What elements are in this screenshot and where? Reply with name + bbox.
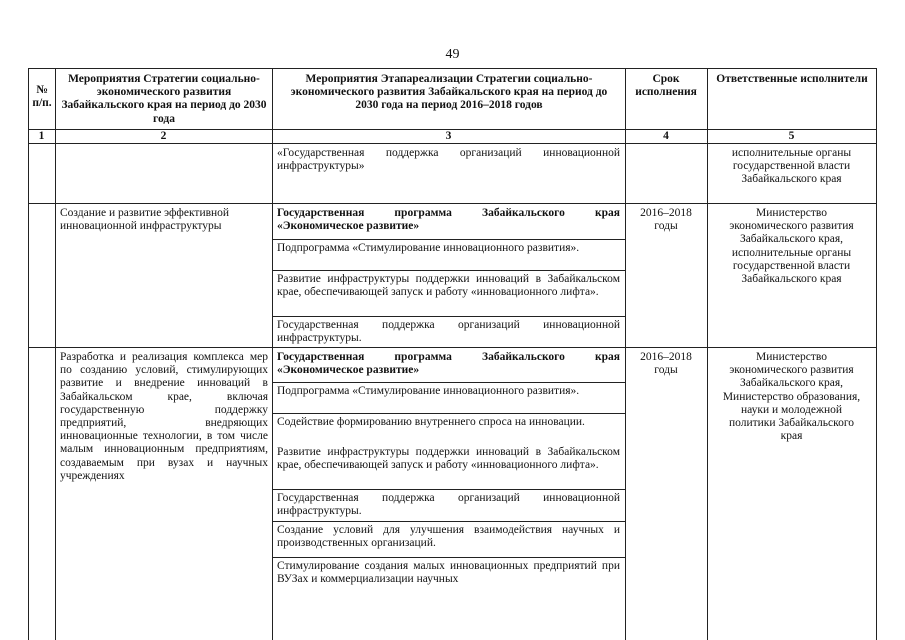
header-responsible: Ответственные исполнители [716, 73, 868, 85]
col-divider [55, 68, 56, 640]
row3-subline [272, 413, 625, 414]
col-number: 2 [160, 130, 167, 142]
row2-subline [272, 239, 625, 240]
header-strategy-measures: Мероприятия Стратегии социально-экономического развития Забайкальского края на период до 2030 года [61, 73, 267, 125]
col-divider [707, 68, 708, 640]
row2-term: 2016–2018 годы [640, 207, 692, 233]
header-term: Срок исполнения [635, 73, 697, 99]
row3-item: Стимулирование создания малых инновационных предприятий при ВУЗах и коммерциализации научных [277, 560, 620, 586]
row3-program-title: Государственная программа Забайкальского края «Экономическое развитие» [277, 351, 620, 377]
row3-subprogram: Подпрограмма «Стимулирование инновационного развития». [277, 385, 580, 397]
row3-responsible: Министерство экономического развития Забайкальского края, Министерство образования, науки и молодежной политики Забайкальского края [722, 351, 861, 443]
row3-item: Создание условий для улучшения взаимодействия научных и производственных организаций. [277, 524, 620, 550]
col-divider [272, 68, 273, 640]
page-number: 49 [445, 47, 460, 62]
header-stage-measures: Мероприятия Этапареализации Стратегии социально-экономического развития Забайкальского края на период до 2030 года на период 2016–2018 годов [290, 73, 608, 112]
row2-bottom-line [28, 347, 877, 348]
row3-subline [272, 521, 625, 522]
row2-subline [272, 316, 625, 317]
row3-measure: Разработка и реализация комплекса мер по созданию условий, стимулирующих развитие и внедрение инноваций в Забайкальском крае, включая государственную поддержку предприятий, внедряющих инновационные технологии, в том числе малым инновационным предприятиям, создаваемым при вузах и научных учреждениях [60, 351, 268, 482]
row1-responsible: исполнительные органы государственной власти Забайкальского края [731, 147, 852, 186]
row1-bottom-line [28, 203, 877, 204]
col-number: 4 [663, 130, 669, 142]
row2-measure: Создание и развитие эффективной инновационной инфраструктуры [60, 207, 230, 233]
row3-subline [272, 382, 625, 383]
row2-subprogram: Подпрограмма «Стимулирование инновационного развития». [277, 242, 580, 254]
row2-responsible: Министерство экономического развития Забайкальского края, исполнительные органы государственной власти Забайкальского края [729, 207, 854, 286]
row2-program-title: Государственная программа Забайкальского края «Экономическое развитие» [277, 207, 620, 233]
row2-subline [272, 270, 625, 271]
row3-term: 2016–2018 годы [640, 351, 692, 377]
col-divider [625, 68, 626, 640]
table-border-left [28, 68, 29, 640]
table-border-top [28, 68, 877, 69]
row3-subline [272, 489, 625, 490]
row3-item: Государственная поддержка организаций инновационной инфраструктуры. [277, 492, 620, 518]
row1-item: «Государственная поддержка организаций инновационной инфраструктуры» [277, 147, 620, 173]
row2-item: Государственная поддержка организаций инновационной инфраструктуры. [277, 319, 620, 345]
col-number: 5 [788, 130, 795, 142]
row3-subline [272, 557, 625, 558]
measures-table [28, 68, 877, 640]
row2-item: Развитие инфраструктуры поддержки инноваций в Забайкальском крае, обеспечивающей запуск и работу «инновационного лифта». [277, 273, 620, 299]
header-num: № п/п. [32, 84, 52, 110]
table-border-right [876, 68, 877, 640]
col-number: 1 [38, 130, 45, 142]
row3-item: Содействие формированию внутреннего спроса на инновации. [277, 416, 585, 428]
row3-item: Развитие инфраструктуры поддержки инноваций в Забайкальском крае, обеспечивающей запуск и работу «инновационного лифта». [277, 446, 620, 472]
col-number: 3 [445, 130, 452, 142]
